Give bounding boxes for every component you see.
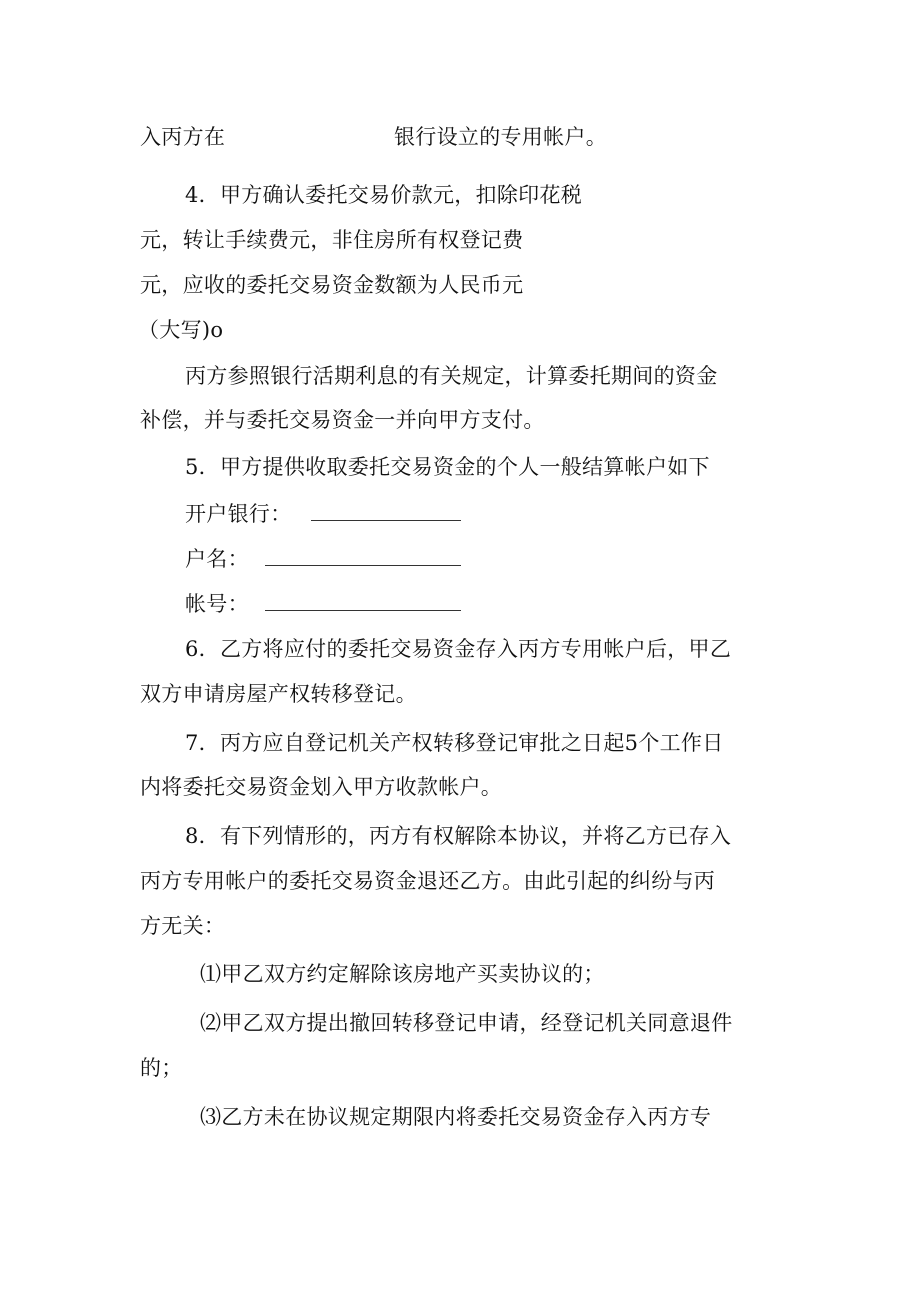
item-6-line: 双方申请房屋产权转移登记。 [140, 682, 417, 706]
item-7-line: 7．丙方应自登记机关产权转移登记审批之日起5个工作日 [185, 731, 724, 755]
item-4-line: 4．甲方确认委托交易价款元，扣除印花税 [185, 183, 583, 207]
account-name-label: 户名： [185, 547, 249, 571]
item-8-line: 8．有下列情形的，丙方有权解除本协议，并将乙方已存入 [185, 824, 732, 848]
paragraph-line: 丙方参照银行活期利息的有关规定，计算委托期间的资金 [185, 364, 718, 388]
account-name-blank [265, 545, 461, 566]
sub-item-3-line: ⑶乙方未在协议规定期限内将委托交易资金存入丙方专 [200, 1105, 712, 1129]
account-number-label: 帐号： [185, 592, 249, 616]
account-number-blank [265, 590, 461, 611]
item-7-line: 内将委托交易资金划入甲方收款帐户。 [140, 775, 503, 799]
item-6-line: 6．乙方将应付的委托交易资金存入丙方专用帐户后，甲乙 [185, 637, 732, 661]
item-4-line: （大写)o [138, 318, 224, 342]
bank-label: 开户银行： [185, 502, 292, 526]
item-8-line: 方无关： [140, 914, 226, 938]
item-4-line: 元，应收的委托交易资金数额为人民币元 [140, 273, 524, 297]
line-segment: 银行设立的专用帐户。 [394, 125, 607, 149]
paragraph-line: 补偿，并与委托交易资金一并向甲方支付。 [140, 408, 545, 432]
line-segment: 入丙方在 [140, 125, 226, 149]
sub-item-2-line: 的； [140, 1056, 183, 1080]
item-5-line: 5．甲方提供收取委托交易资金的个人一般结算帐户如下 [185, 455, 710, 479]
bank-blank [311, 500, 461, 521]
sub-item-2-line: ⑵甲乙双方提出撤回转移登记申请，经登记机关同意退件 [200, 1011, 733, 1035]
item-4-line: 元，转让手续费元，非住房所有权登记费 [140, 228, 524, 252]
sub-item-1-line: ⑴甲乙双方约定解除该房地产买卖协议的； [200, 962, 605, 986]
item-8-line: 丙方专用帐户的委托交易资金退还乙方。由此引起的纠纷与丙 [140, 869, 716, 893]
